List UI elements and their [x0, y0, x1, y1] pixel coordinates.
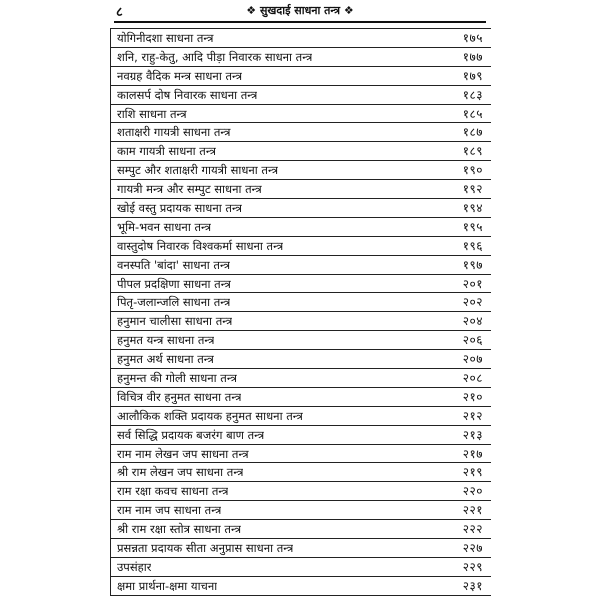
toc-entry-page: २२० [462, 484, 483, 499]
toc-entry-title: प्रसन्नता प्रदायक सीता अनुप्रास साधना तन्त्र [117, 541, 294, 555]
toc-entry-page: २२७ [462, 541, 483, 555]
toc-entry-title: कालसर्प दोष निवारक साधना तन्त्र [117, 87, 258, 102]
toc-row [111, 237, 491, 256]
toc-entry-title: पीपल प्रदक्षिणा साधना तन्त्र [117, 276, 231, 291]
toc-entry-title: हनुमत अर्थ साधना तन्त्र [117, 352, 214, 367]
toc-row [111, 312, 491, 331]
toc-entry-page: १९२ [462, 182, 483, 197]
toc-entry-page: २२२ [462, 522, 483, 537]
toc-entry-page: १९६ [462, 238, 483, 253]
toc-row [111, 199, 491, 218]
toc-row [111, 407, 491, 426]
toc-entry-page: २३१ [462, 578, 483, 593]
toc-entry-title: वनस्पति 'बांदा' साधना तन्त्र [117, 257, 231, 272]
toc-entry-title: श्री राम लेखन जप साधना तन्त्र [117, 465, 244, 480]
toc-entry-title: सम्पुट और शताक्षरी गायत्री साधना तन्त्र [117, 163, 279, 178]
toc-row [111, 29, 491, 48]
toc-entry-title: राम नाम जप साधना तन्त्र [117, 503, 222, 518]
toc-entry-page: २२९ [462, 559, 483, 574]
toc-entry-page: १७७ [462, 49, 483, 64]
toc-entry-page: १८९ [462, 144, 483, 159]
toc-row [111, 520, 491, 539]
toc-entry-page: १८३ [462, 87, 483, 102]
toc-entry-title: श्री राम रक्षा स्तोत्र साधना तन्त्र [117, 522, 242, 537]
toc-entry-title: काम गायत्री साधना तन्त्र [117, 144, 216, 159]
toc-entry-page: २०६ [462, 333, 483, 348]
toc-entry-page: १८५ [462, 106, 483, 121]
toc-entry-title: उपसंहार [117, 559, 152, 574]
toc-row [111, 445, 491, 464]
header-rule [114, 21, 486, 23]
toc-entry-title: हनुमान चालीसा साधना तन्त्र [117, 314, 233, 329]
toc-entry-title: पितृ-जलान्जलि साधना तन्त्र [117, 295, 231, 310]
toc-entry-page: २०२ [462, 295, 483, 310]
toc-row [111, 482, 491, 501]
toc-row [111, 426, 491, 445]
toc-entry-page: २१२ [462, 408, 483, 423]
toc-row [111, 105, 491, 124]
table-of-contents [110, 28, 491, 596]
toc-entry-page: २०७ [462, 352, 483, 367]
toc-entry-page: २२१ [462, 503, 483, 518]
toc-entry-page: १७५ [462, 30, 483, 45]
toc-entry-title: भूमि-भवन साधना तन्त्र [117, 219, 212, 234]
toc-entry-page: २०१ [462, 276, 483, 291]
toc-entry-page: २१७ [462, 446, 483, 461]
toc-entry-page: २१० [462, 389, 483, 404]
toc-entry-title: क्षमा प्रार्थना-क्षमा याचना [117, 578, 218, 593]
toc-row [111, 558, 491, 577]
toc-row [111, 369, 491, 388]
toc-entry-page: २१९ [462, 465, 483, 480]
toc-entry-title: खोई वस्तु प्रदायक साधना तन्त्र [117, 200, 243, 215]
toc-row [111, 463, 491, 482]
toc-row [111, 577, 491, 596]
toc-entry-title: राम नाम लेखन जप साधना तन्त्र [117, 446, 249, 461]
toc-entry-title: हनुमन्त की गोली साधना तन्त्र [117, 370, 237, 385]
toc-entry-title: शनि, राहु-केतु, आदि पीड़ा निवारक साधना तन्त्र [117, 49, 313, 64]
toc-row [111, 161, 491, 180]
toc-row [111, 48, 491, 67]
toc-entry-page: १८७ [462, 125, 483, 140]
toc-row [111, 350, 491, 369]
running-title: ❖ सुखदाई साधना तन्त्र ❖ [246, 4, 354, 17]
toc-entry-page: १९७ [462, 257, 483, 272]
toc-entry-page: २१३ [462, 427, 483, 442]
page-number: ८ [116, 5, 123, 20]
toc-entry-page: १९० [462, 163, 483, 178]
toc-row [111, 293, 491, 312]
toc-entry-title: योगिनीदशा साधना तन्त्र [117, 30, 214, 45]
toc-row [111, 218, 491, 237]
toc-row [111, 67, 491, 86]
toc-row [111, 86, 491, 105]
toc-row [111, 256, 491, 275]
toc-row [111, 142, 491, 161]
toc-row [111, 539, 491, 558]
toc-entry-title: हनुमत यन्त्र साधना तन्त्र [117, 333, 215, 348]
toc-entry-title: शताक्षरी गायत्री साधना तन्त्र [117, 125, 231, 140]
toc-row [111, 123, 491, 142]
page-header [110, 0, 490, 20]
toc-entry-title: गायत्री मन्त्र और सम्पुट साधना तन्त्र [117, 182, 262, 197]
toc-entry-title: विचित्र वीर हनुमत साधना तन्त्र [117, 389, 242, 404]
toc-row [111, 501, 491, 520]
toc-entry-title: सर्व सिद्धि प्रदायक बजरंग बाण तन्त्र [117, 427, 265, 442]
book-page [110, 0, 490, 600]
toc-entry-page: १७९ [462, 68, 483, 83]
toc-entry-page: १९४ [462, 200, 483, 215]
toc-entry-page: २०४ [462, 314, 483, 329]
toc-entry-title: नवग्रह वैदिक मन्त्र साधना तन्त्र [117, 68, 243, 83]
toc-entry-page: २०८ [462, 370, 483, 385]
toc-entry-title: राम रक्षा कवच साधना तन्त्र [117, 484, 229, 499]
toc-entry-title: वास्तुदोष निवारक विश्वकर्मा साधना तन्त्र [117, 238, 284, 253]
toc-entry-title: राशि साधना तन्त्र [117, 106, 187, 121]
toc-entry-page: १९५ [462, 219, 483, 234]
toc-row [111, 275, 491, 294]
toc-entry-title: आलौकिक शक्ति प्रदायक हनुमत साधना तन्त्र [117, 408, 303, 423]
toc-row [111, 331, 491, 350]
toc-row [111, 388, 491, 407]
toc-row [111, 180, 491, 199]
